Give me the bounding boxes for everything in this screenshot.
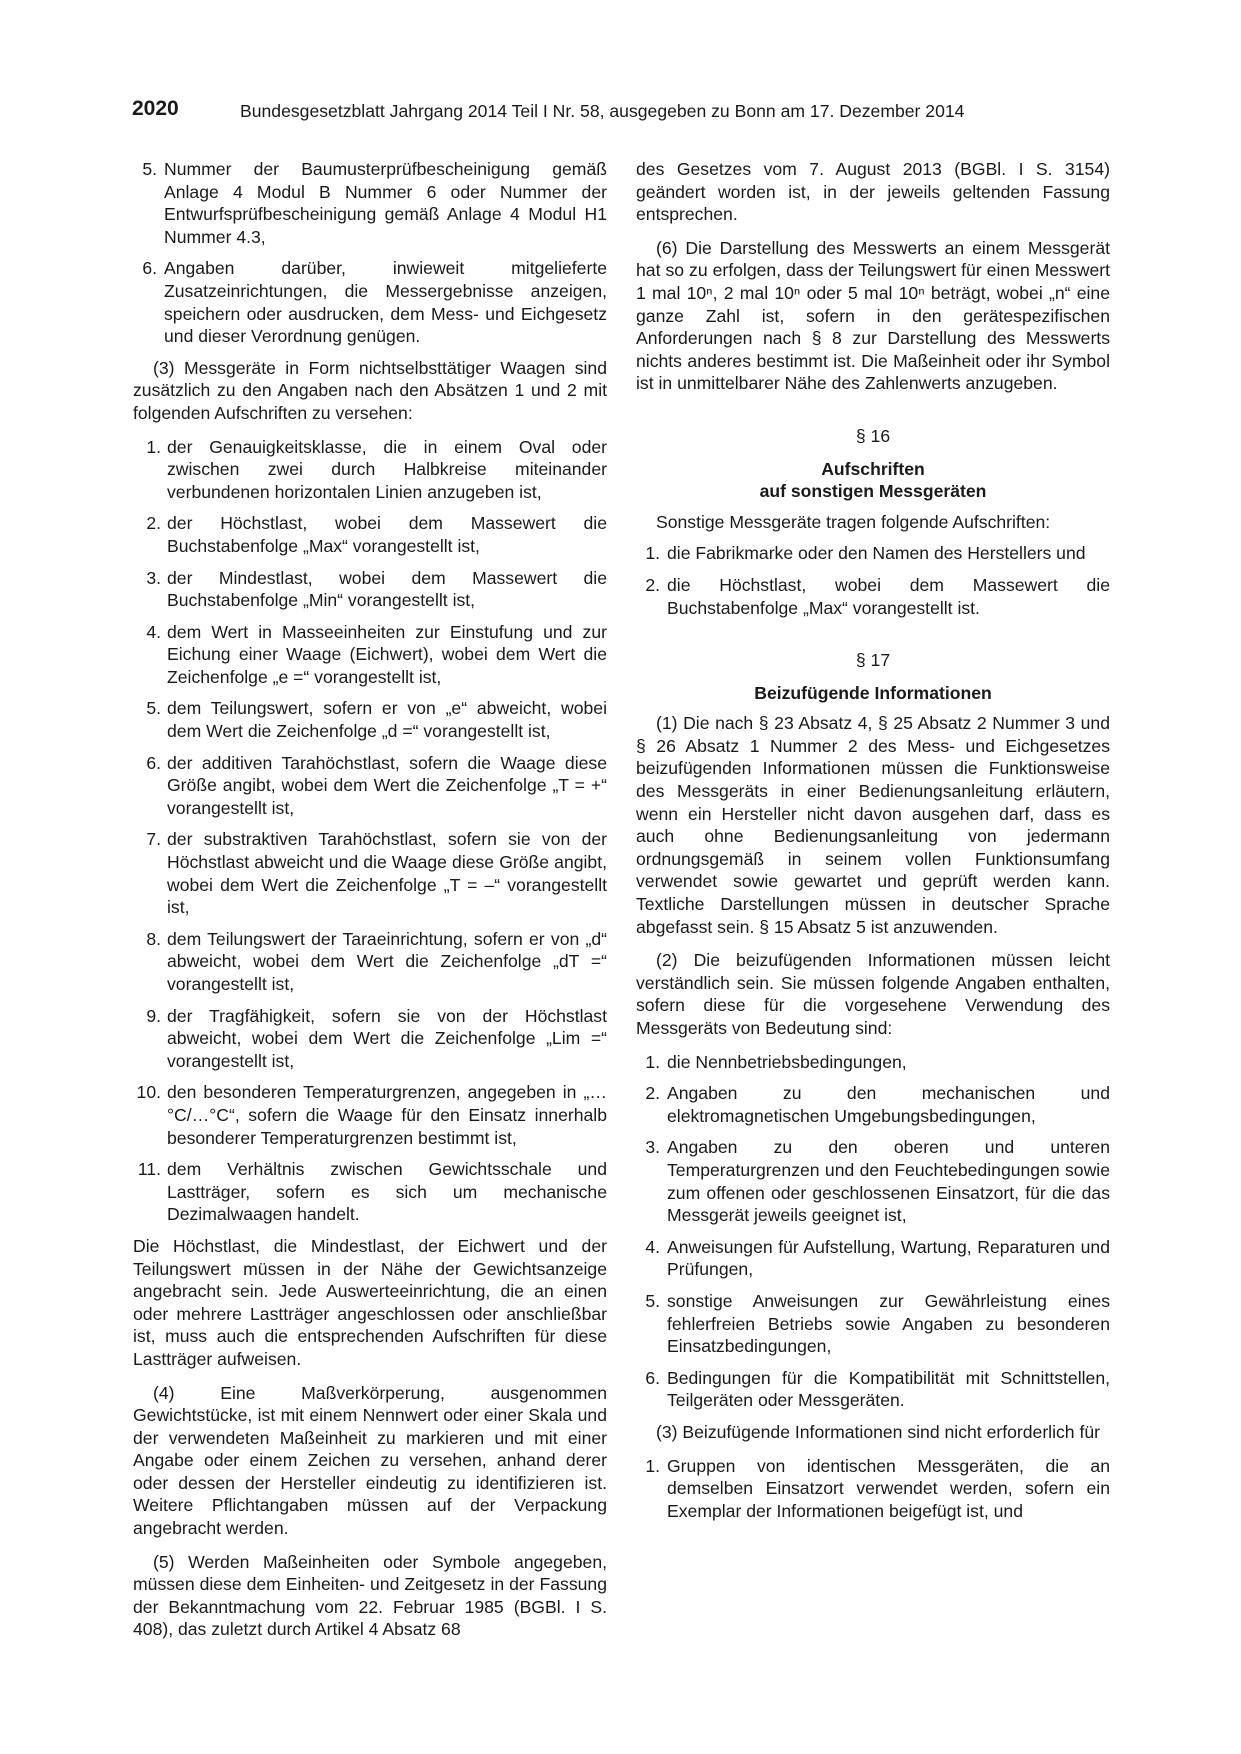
list-item (636, 1455, 1110, 1523)
list-item-text: Bedingungen für die Kompatibilität mit Schnittstellen, Teilgeräten oder Messgeräten. (667, 1367, 1110, 1411)
list-item-number: 6. (645, 1367, 660, 1388)
section-17-title: Beizufügende Informationen (754, 682, 992, 703)
paragraph-6: (6) Die Darstellung des Messwerts an einem Messgerät hat so zu erfolgen, dass der Teilungswert für einen Messwert 1 mal 10ⁿ, 2 mal 10ⁿ oder 5 mal 10ⁿ beträgt, wobei „n“ eine ganze Zahl ist, sofern in den gerätespezifischen Anforderungen nach § 8 zur Darstellung des Messwerts nichts anderes bestimmt ist. Die Maßeinheit oder ihr Symbol ist in unmittelbarer Nähe des Zahlenwerts anzugeben. (636, 237, 1110, 394)
list-item (133, 436, 607, 504)
paragraph-5-continued: des Gesetzes vom 7. August 2013 (BGBl. I S. 3154) geändert worden ist, in der jeweils geltenden Fassung entsprechen. (636, 159, 1110, 225)
list-item-text: Anweisungen für Aufstellung, Wartung, Reparaturen und Prüfungen, (667, 1236, 1110, 1280)
list-item (133, 567, 607, 612)
list-item (133, 1158, 607, 1226)
list-item (133, 828, 607, 918)
list-item-text: der Tragfähigkeit, sofern sie von der Höchstlast abweicht, wobei dem Wert die Zeichenfolge „Lim =“ vorangestellt ist, (167, 1005, 607, 1071)
list-item-number: 5. (645, 1290, 660, 1311)
list-item-text: dem Wert in Masseeinheiten zur Einstufung und zur Eichung einer Waage (Eichwert), wobei dem Wert die Zeichenfolge „e =“ vorangestellt ist, (167, 621, 607, 687)
paragraph-3: (3) Messgeräte in Form nichtselbsttätiger Waagen sind zusätzlich zu den Angaben nach den Absätzen 1 und 2 mit folgenden Aufschriften zu versehen: (133, 357, 607, 423)
section-16-title (636, 458, 1110, 503)
list-item-text: Angaben zu den oberen und unteren Temperaturgrenzen und den Feuchtebedingungen sowie zum offenen oder geschlossenen Einsatzort, für die das Messgerät jeweils geeignet ist, (667, 1137, 1110, 1226)
section-16-title-line-1: Aufschriften (821, 458, 925, 479)
list-item (636, 1082, 1110, 1127)
list-item-text: Angaben zu den mechanischen und elektromagnetischen Umgebungsbedingungen, (667, 1083, 1110, 1126)
list-item-text: dem Verhältnis zwischen Gewichtsschale und Lastträger, sofern es sich um mechanische Dezimalwaagen handelt. (167, 1159, 607, 1225)
list-item-number: 3. (645, 1137, 660, 1158)
list-item-number: 6. (142, 258, 157, 279)
section-17-list (636, 1051, 1110, 1412)
list-item (133, 928, 607, 996)
list-item-number: 4. (146, 621, 161, 642)
list-item-text: der substraktiven Tarahöchstlast, sofern sie von der Höchstlast abweicht und die Waage diese Größe angibt, wobei dem Wert die Zeichenfolge „T = –“ vorangestellt ist, (167, 829, 607, 918)
list-item (133, 1005, 607, 1073)
list-item-number: 2. (146, 513, 161, 534)
section-17-paragraph-2: (2) Die beizufügenden Informationen müssen leicht verständlich sein. Sie müssen folgende Angaben enthalten, sofern diese für die vorgesehene Verwendung des Messgeräts von Bedeutung sind: (636, 950, 1110, 1038)
list-item-text: der Genauigkeitsklasse, die in einem Oval oder zwischen zwei durch Halbkreise miteinander verbundenen horizontalen Linien anzugeben ist, (167, 436, 607, 502)
list-item-number: 7. (146, 829, 161, 850)
list-item (133, 257, 607, 347)
list-items-5-6 (133, 158, 607, 348)
list-item-number: 1. (645, 1455, 660, 1476)
list-item-text: dem Teilungswert, sofern er von „e“ abweicht, wobei dem Wert die Zeichenfolge „d =“ vorangestellt ist, (167, 698, 607, 742)
list-item (133, 1081, 607, 1149)
list-item (636, 542, 1110, 565)
list-item-text: der Mindestlast, wobei dem Massewert die Buchstabenfolge „Min“ vorangestellt ist, (167, 567, 607, 611)
list-item-text: sonstige Anweisungen zur Gewährleistung eines fehlerfreien Betriebs sowie Angaben zu besonderen Einsatzbedingungen, (667, 1290, 1110, 1357)
list-item-number: 5. (146, 698, 161, 719)
paragraph-5: (5) Werden Maßeinheiten oder Symbole angegeben, müssen diese dem Einheiten- und Zeitgesetz in der Fassung der Bekanntmachung vom 22. Februar 1985 (BGBl. I S. 408), das zuletzt durch Artikel 4 Absatz 68 (133, 1551, 607, 1640)
list-item-text: den besonderen Temperaturgrenzen, angegeben in „…°C/…°C“, sofern die Waage für den Einsatz innerhalb besonderer Temperaturgrenzen bestimmt ist, (167, 1082, 607, 1148)
list-item-number: 1. (645, 1051, 660, 1072)
list-item-text: Gruppen von identischen Messgeräten, die an demselben Einsatzort verwendet werden, sofern ein Exemplar der Informationen beigefügt ist, und (667, 1455, 1110, 1521)
list-item (133, 512, 607, 557)
list-item-number: 1. (146, 436, 161, 457)
list-item (133, 752, 607, 820)
list-scale-inscriptions (133, 436, 607, 1226)
list-item-number: 9. (146, 1005, 161, 1026)
list-item-text: der Höchstlast, wobei dem Massewert die Buchstabenfolge „Max“ vorangestellt ist, (167, 513, 607, 556)
right-column (636, 158, 1110, 1531)
section-17-list-2 (636, 1455, 1110, 1523)
gazette-title: Bundesgesetzblatt Jahrgang 2014 Teil I Nr. 58, ausgegeben zu Bonn am 17. Dezember 2014 (240, 101, 965, 121)
list-item (133, 158, 607, 248)
section-17-paragraph-3: (3) Beizufügende Informationen sind nicht erforderlich für (656, 1421, 1100, 1442)
left-column (133, 158, 607, 1652)
list-item (636, 1367, 1110, 1412)
list-item (636, 1236, 1110, 1281)
list-item-number: 3. (146, 567, 161, 588)
paragraph-4: (4) Eine Maßverkörperung, ausgenommen Gewichtstücke, ist mit einem Nennwert oder einer Skala und der verwendeten Maßeinheit zu markieren und mit einer Angabe oder einem Zeichen zu versehen, anhand derer oder dessen der Hersteller eindeutig zu identifizieren ist. Weitere Pflichtangaben müssen auf der Verpackung angebracht werden. (133, 1382, 607, 1539)
list-item-number: 11. (137, 1159, 161, 1180)
list-item-number: 2. (645, 1083, 660, 1104)
list-item-number: 8. (146, 928, 161, 949)
list-item-text: Angaben darüber, inwieweit mitgelieferte Zusatzeinrichtungen, die Messergebnisse anzeigen, speichern oder ausdrucken, dem Mess- und Eichgesetz und dieser Verordnung genügen. (164, 258, 607, 347)
section-16-intro: Sonstige Messgeräte tragen folgende Aufschriften: (656, 511, 1051, 532)
list-item (133, 621, 607, 689)
list-item-number: 4. (645, 1236, 660, 1257)
list-item-number: 5. (142, 159, 157, 179)
list-item (636, 1290, 1110, 1358)
list-item-number: 10. (136, 1082, 161, 1103)
section-16-number: § 16 (855, 425, 891, 446)
page-number: 2020 (132, 97, 179, 120)
list-item-text: dem Teilungswert der Taraeinrichtung, sofern er von „d“ abweicht, wobei dem Wert die Zeichenfolge „dT =“ vorangestellt ist, (167, 928, 607, 994)
list-item-text: die Fabrikmarke oder den Namen des Herstellers und (667, 543, 1086, 564)
paragraph-continuation: Die Höchstlast, die Mindestlast, der Eichwert und der Teilungswert müssen in der Nähe der Gewichtsanzeige angebracht sein. Jede Auswerteeinrichtung, die an einen oder mehrere Lastträger angeschlossen oder anschließbar ist, muss auch die entsprechenden Aufschriften für diese Lastträger aufweisen. (133, 1235, 607, 1369)
section-17-paragraph-1: (1) Die nach § 23 Absatz 4, § 25 Absatz 2 Nummer 3 und § 26 Absatz 1 Nummer 2 des Mess- und Eichgesetzes beizufügenden Informationen müssen die Funktionsweise des Messgeräts in einer Bedienungsanleitung erläutern, wenn ein Hersteller nicht davon ausgehen darf, dass es auch ohne Bedienungsanleitung von jedermann ordnungsgemäß in seinem vollen Funktionsumfang verwendet sowie gewartet und geprüft werden kann. Textliche Darstellungen müssen in deutscher Sprache abgefasst sein. § 15 Absatz 5 ist anzuwenden. (636, 713, 1110, 937)
section-17-number: § 17 (855, 650, 891, 671)
list-item (636, 1051, 1110, 1074)
list-item-number: 6. (146, 752, 161, 773)
list-item-text: der additiven Tarahöchstlast, sofern die Waage diese Größe angibt, wobei dem Wert die Zeichenfolge „T = +“ vorangestellt ist, (167, 752, 607, 818)
list-item (133, 697, 607, 742)
list-item-number: 2. (645, 574, 660, 595)
list-item-number: 1. (645, 543, 660, 564)
list-item-text: Nummer der Baumusterprüfbescheinigung gemäß Anlage 4 Modul B Nummer 6 oder Nummer der Entwurfsprüfbescheinigung gemäß Anlage 4 Modul H1 Nummer 4.3, (164, 159, 607, 247)
list-item (636, 574, 1110, 619)
list-item-text: die Höchstlast, wobei dem Massewert die Buchstabenfolge „Max“ vorangestellt ist. (667, 574, 1110, 618)
section-16-list (636, 542, 1110, 619)
section-16-title-line-2: auf sonstigen Messgeräten (759, 481, 987, 502)
list-item (636, 1136, 1110, 1226)
list-item-text: die Nennbetriebsbedingungen, (667, 1051, 907, 1072)
